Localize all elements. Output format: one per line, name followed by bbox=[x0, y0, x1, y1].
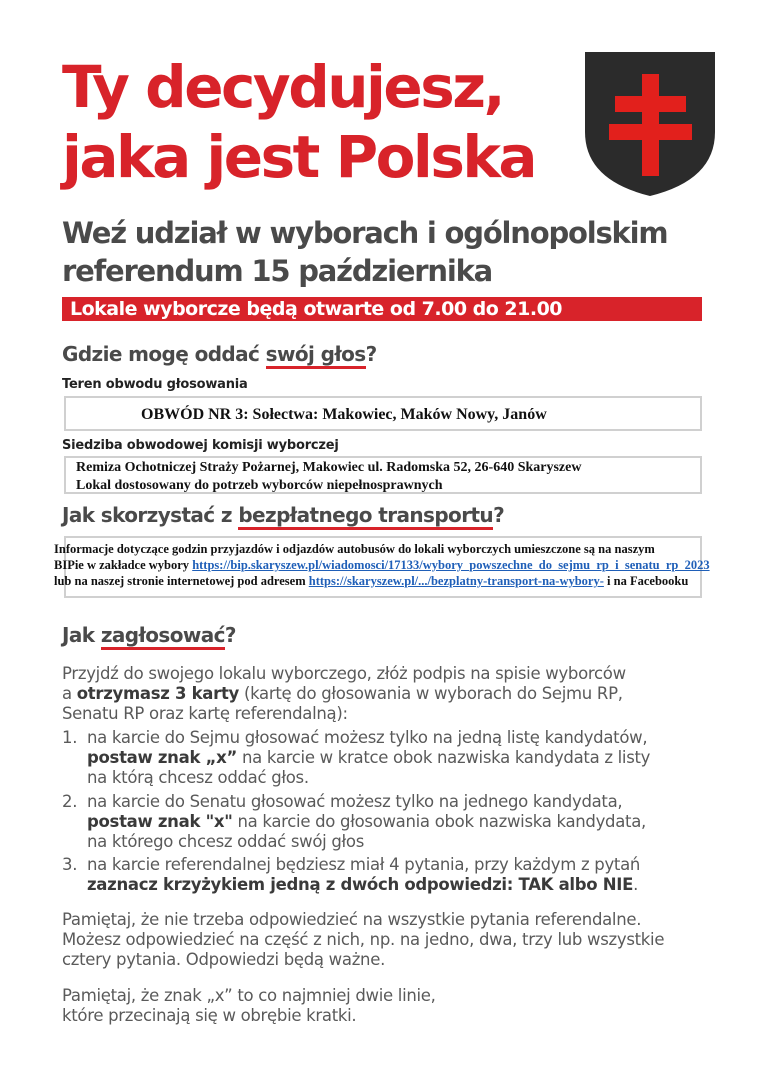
headline-line-1: Ty decydujesz, bbox=[62, 53, 504, 121]
voting-area-box bbox=[64, 396, 702, 431]
list-item-line-2: na karcie do głosowania obok nazwiska kandydata, bbox=[232, 812, 646, 831]
transport-bip-prefix: BIPie w zakładce wybory bbox=[54, 558, 193, 572]
how-intro bbox=[62, 664, 626, 724]
transport-heading-mark: ? bbox=[493, 503, 505, 527]
list-item-line-3: na którego chcesz oddać swój głos bbox=[87, 832, 365, 851]
commission-seat-line-1: Remiza Ochotniczej Straży Pożarnej, Makowiec ul. Radomska 52, 26-640 Skaryszew bbox=[76, 460, 582, 475]
how-intro-line-2-pre: a bbox=[62, 684, 77, 703]
voting-area-value: OBWÓD NR 3: Sołectwa: Makowiec, Maków Nowy, Janów bbox=[141, 406, 547, 423]
list-item-line-2: . bbox=[633, 875, 639, 894]
list-item-line-1: na karcie referendalnej będziesz miał 4 pytania, przy każdym z pytań bbox=[87, 855, 641, 874]
where-to-vote-heading bbox=[62, 341, 377, 367]
transport-info-line-3 bbox=[54, 573, 734, 589]
transport-heading bbox=[62, 502, 504, 528]
transport-heading-text: Jak skorzystać z bbox=[62, 503, 239, 527]
subheadline bbox=[62, 214, 667, 290]
transport-info-line-1: Informacje dotyczące godzin przyjazdów i odjazdów autobusów do lokali wyborczych umieszczone są na naszym bbox=[54, 542, 655, 556]
opening-hours-banner: Lokale wyborcze będą otwarte od 7.00 do 21.00 bbox=[62, 297, 702, 321]
note-2-line-1: Pamiętaj, że znak „x” to co najmniej dwie linie, bbox=[62, 986, 436, 1005]
subheadline-line-1: Weź udział w wyborach i ogólnopolskim bbox=[62, 216, 668, 250]
transport-info-text bbox=[54, 541, 734, 589]
list-item-bold: postaw znak "x" bbox=[87, 812, 233, 831]
commission-seat-label: Siedziba obwodowej komisji wyborczej bbox=[62, 438, 339, 453]
note-optional-answers bbox=[62, 910, 664, 970]
voting-area-label: Teren obwodu głosowania bbox=[62, 377, 248, 392]
list-item-bold: postaw znak „x” bbox=[87, 748, 238, 767]
commission-seat-box bbox=[64, 456, 702, 494]
where-heading-text: Gdzie mogę oddać bbox=[62, 342, 266, 366]
transport-heading-emphasis: bezpłatnego transportu bbox=[238, 503, 493, 530]
subheadline-line-2: referendum 15 października bbox=[62, 254, 493, 288]
how-heading-emphasis: zagłosować bbox=[101, 623, 225, 650]
note-1-line-1: Pamiętaj, że nie trzeba odpowiedzieć na wszystkie pytania referendalne. bbox=[62, 910, 642, 929]
how-to-vote-heading bbox=[62, 622, 236, 648]
list-item-number: 3. bbox=[62, 855, 78, 874]
list-item-line-2: na karcie w kratce obok nazwiska kandydata z listy bbox=[237, 748, 651, 767]
how-heading-mark: ? bbox=[224, 623, 236, 647]
transport-facebook-suffix: i na Facebooku bbox=[603, 574, 689, 588]
how-intro-bold: otrzymasz 3 karty bbox=[76, 684, 239, 703]
transport-info-line-2 bbox=[54, 557, 734, 573]
how-intro-line-2-post: (kartę do głosowania w wyborach do Sejmu RP, bbox=[239, 684, 623, 703]
double-cross-shield-icon bbox=[585, 52, 715, 196]
list-item-number: 2. bbox=[62, 792, 78, 811]
bip-link[interactable]: https://bip.skaryszew.pl/wiadomosci/17133/wybory_powszechne_do_sejmu_rp_i_senatu_rp_2023 bbox=[192, 558, 710, 572]
how-intro-line-1: Przyjdź do swojego lokalu wyborczego, złóż podpis na spisie wyborców bbox=[62, 664, 626, 683]
how-heading-text: Jak bbox=[62, 623, 101, 647]
note-1-line-2: Możesz odpowiedzieć na część z nich, np. na jedno, dwa, trzy lub wszystkie bbox=[62, 930, 665, 949]
headline-line-2: jaka jest Polska bbox=[62, 123, 536, 191]
where-heading-emphasis: swój głos bbox=[266, 342, 366, 369]
list-item-bold: zaznacz krzyżykiem jedną z dwóch odpowiedzi: TAK albo NIE bbox=[87, 875, 634, 894]
list-item-number: 1. bbox=[62, 728, 78, 747]
list-item-line-1: na karcie do Sejmu głosować możesz tylko na jedną listę kandydatów, bbox=[87, 728, 648, 747]
list-item-line-1: na karcie do Senatu głosować możesz tylko na jednego kandydata, bbox=[87, 792, 623, 811]
website-link[interactable]: https://skaryszew.pl/.../bezplatny-transport-na-wybory- bbox=[308, 574, 604, 588]
how-intro-line-3: Senatu RP oraz kartę referendalną): bbox=[62, 704, 348, 723]
commission-seat-line-2: Lokal dostosowany do potrzeb wyborców niepełnosprawnych bbox=[76, 478, 443, 493]
note-2-line-2: które przecinają się w obrębie kratki. bbox=[62, 1006, 357, 1025]
list-item-line-3: na którą chcesz oddać głos. bbox=[87, 768, 309, 787]
headline bbox=[62, 52, 535, 192]
note-1-line-3: cztery pytania. Odpowiedzi będą ważne. bbox=[62, 950, 386, 969]
transport-web-prefix: lub na naszej stronie internetowej pod adresem bbox=[54, 574, 309, 588]
where-heading-mark: ? bbox=[365, 342, 377, 366]
note-x-mark bbox=[62, 986, 436, 1026]
